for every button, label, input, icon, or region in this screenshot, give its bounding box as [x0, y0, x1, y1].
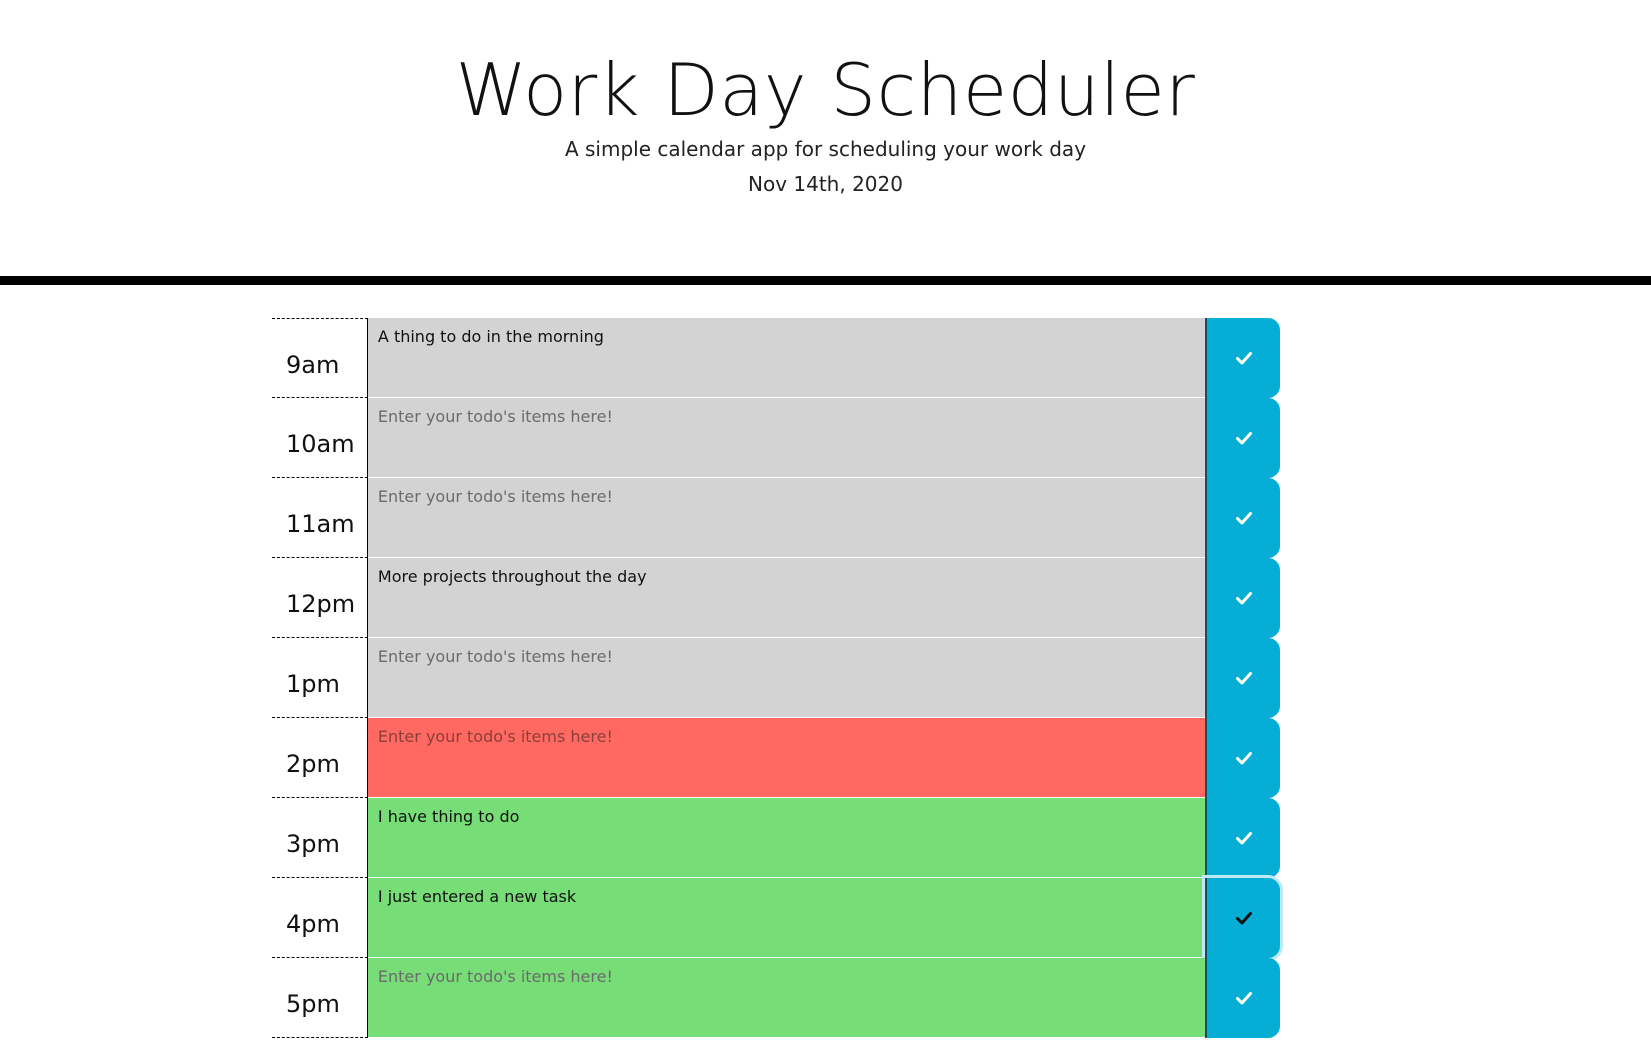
hour-cell: [272, 318, 368, 398]
hour-label: 11am: [286, 510, 355, 538]
hour-cell: [272, 638, 368, 718]
todo-textarea-12pm[interactable]: [368, 558, 1207, 638]
page-title: Work Day Scheduler: [455, 48, 1196, 132]
current-day: Nov 14th, 2020: [748, 172, 903, 196]
check-icon: [1235, 669, 1253, 687]
todo-textarea-2pm[interactable]: [368, 718, 1207, 798]
hour-label: 1pm: [286, 670, 340, 698]
todo-textarea-4pm[interactable]: [368, 878, 1207, 958]
hour-label: 3pm: [286, 830, 340, 858]
check-icon: [1235, 589, 1253, 607]
save-button-9am[interactable]: [1205, 318, 1280, 398]
time-block-12pm: [272, 558, 1280, 638]
check-icon: [1235, 909, 1253, 927]
time-block-11am: [272, 478, 1280, 558]
hour-cell: [272, 798, 368, 878]
save-button-2pm[interactable]: [1205, 718, 1280, 798]
todo-textarea-11am[interactable]: [368, 478, 1207, 558]
todo-textarea-3pm[interactable]: [368, 798, 1207, 878]
hour-label: 12pm: [286, 590, 356, 618]
check-icon: [1235, 829, 1253, 847]
hour-cell: [272, 478, 368, 558]
save-button-12pm[interactable]: [1205, 558, 1280, 638]
check-icon: [1235, 349, 1253, 367]
save-button-4pm[interactable]: [1205, 878, 1280, 958]
hour-label: 10am: [286, 430, 355, 458]
check-icon: [1235, 509, 1253, 527]
todo-textarea-9am[interactable]: [368, 318, 1207, 398]
hour-cell: [272, 958, 368, 1038]
save-button-10am[interactable]: [1205, 398, 1280, 478]
save-button-1pm[interactable]: [1205, 638, 1280, 718]
todo-textarea-1pm[interactable]: [368, 638, 1207, 718]
time-block-1pm: [272, 638, 1280, 718]
check-icon: [1235, 989, 1253, 1007]
hour-label: 4pm: [286, 910, 340, 938]
hour-label: 9am: [286, 351, 340, 379]
check-icon: [1235, 429, 1253, 447]
hour-label: 5pm: [286, 990, 340, 1018]
check-icon: [1235, 749, 1253, 767]
time-block-2pm: [272, 718, 1280, 798]
time-block-4pm: [272, 878, 1280, 958]
time-block-5pm: [272, 958, 1280, 1038]
hour-cell: [272, 878, 368, 958]
save-button-5pm[interactable]: [1205, 958, 1280, 1038]
hour-cell: [272, 718, 368, 798]
hour-cell: [272, 398, 368, 478]
schedule-container: [272, 318, 1280, 1038]
time-block-10am: [272, 398, 1280, 478]
save-button-11am[interactable]: [1205, 478, 1280, 558]
header: [0, 0, 1651, 285]
hour-label: 2pm: [286, 750, 340, 778]
todo-textarea-10am[interactable]: [368, 398, 1207, 478]
todo-textarea-5pm[interactable]: [368, 958, 1207, 1038]
page-subtitle: A simple calendar app for scheduling your work day: [564, 137, 1087, 161]
save-button-3pm[interactable]: [1205, 798, 1280, 878]
hour-cell: [272, 558, 368, 638]
time-block-9am: [272, 318, 1280, 398]
time-block-3pm: [272, 798, 1280, 878]
